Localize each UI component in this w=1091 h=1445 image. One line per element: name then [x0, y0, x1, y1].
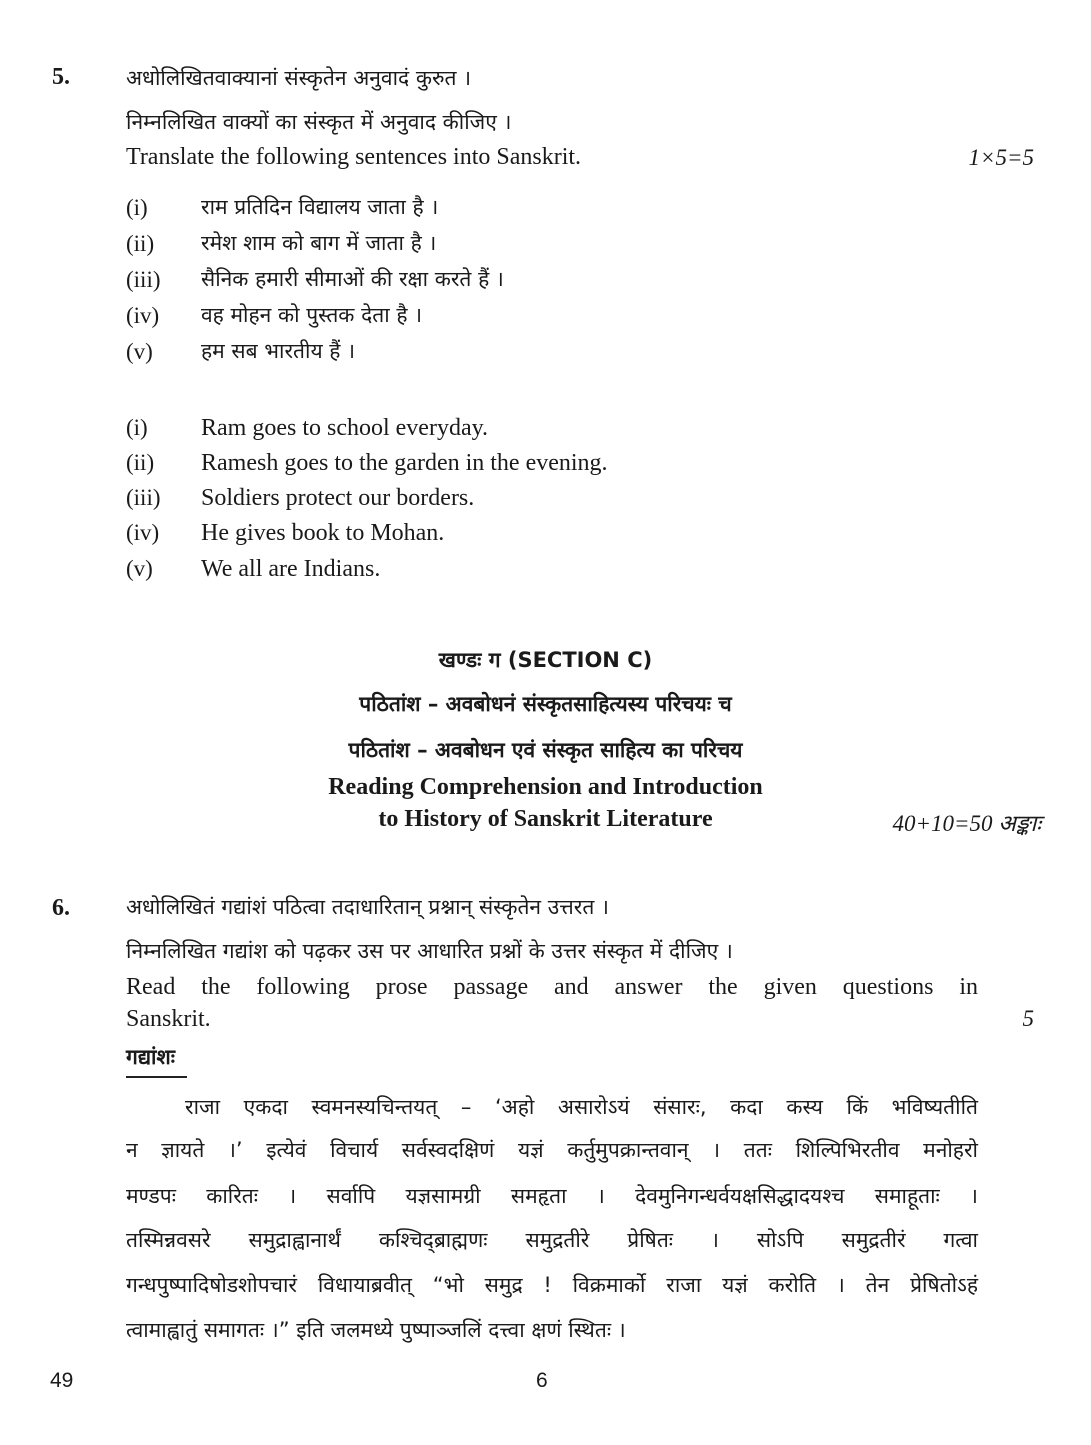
- section-title-english-1: Reading Comprehension and Introduction: [328, 774, 763, 800]
- q6-instruction-english-2: Sanskrit.: [126, 1006, 211, 1032]
- q5-instruction-hindi: निम्नलिखित वाक्यों का संस्कृत में अनुवाद कीजिए ।: [126, 110, 512, 134]
- question-number-5: 5.: [52, 64, 70, 90]
- passage-line: तस्मिन्नवसरे समुद्राह्वानार्थं कश्चिद्ब्राह्मणः समुद्रतीरे प्रेषितः । सोऽपि समुद्रतीरं गत्वा: [126, 1228, 978, 1252]
- passage-label: गद्यांशः: [126, 1045, 176, 1069]
- q6-instruction-english-1: Read the following prose passage and answer the given questions in: [126, 974, 978, 1000]
- q6-instruction-hindi: निम्नलिखित गद्यांश को पढ़कर उस पर आधारित प्रश्नों के उत्तर संस्कृत में दीजिए ।: [126, 939, 733, 963]
- q5-marks: 1×5=5: [968, 145, 1034, 170]
- passage-line: न ज्ञायते ।’ इत्येवं विचार्य सर्वस्वदक्षिणं यज्ञं कर्तुमुपक्रान्तवान् । ततः शिल्पिभिरतीव मनोहरो: [126, 1138, 978, 1162]
- q5-instruction-sanskrit: अधोलिखितवाक्यानां संस्कृतेन अनुवादं कुरुत ।: [126, 66, 472, 90]
- q6-instruction-sanskrit: अधोलिखितं गद्यांशं पठित्वा तदाधारितान् प्रश्नान् संस्कृतेन उत्तरत ।: [126, 895, 609, 919]
- passage-line: त्वामाह्वातुं समागतः ।” इति जलमध्ये पुष्पाञ्जलिं दत्त्वा क्षणं स्थितः ।: [126, 1318, 626, 1342]
- section-title-english-2: to History of Sanskrit Literature: [378, 806, 713, 832]
- section-title-hindi: पठितांश – अवबोधन एवं संस्कृत साहित्य का परिचय: [348, 738, 743, 762]
- passage-line: मण्डपः कारितः । सर्वापि यज्ञसामग्री समहृता । देवमुनिगन्धर्वयक्षसिद्धादयश्च समाहूताः ।: [126, 1184, 978, 1208]
- question-number-6: 6.: [52, 895, 70, 921]
- passage-label-underline: [126, 1076, 187, 1078]
- page-number: 6: [536, 1369, 548, 1392]
- paper-code: 49: [50, 1369, 74, 1392]
- passage-line: गन्धपुष्पादिषोडशोपचारं विधायाब्रवीत् “भो समुद्र ! विक्रमार्को राजा यज्ञं करोति । तेन प्रेषितोऽहं: [126, 1273, 978, 1297]
- q5-instruction-english: Translate the following sentences into Sanskrit.: [126, 144, 582, 170]
- section-title-sanskrit: पठितांश – अवबोधनं संस्कृतसाहित्यस्य परिचयः च: [359, 692, 732, 716]
- section-heading: खण्डः ग (SECTION C): [438, 648, 653, 672]
- passage-line: राजा एकदा स्वमनस्यचिन्तयत् – ‘अहो असारोऽयं संसारः, कदा कस्य किं भविष्यतीति: [185, 1095, 978, 1119]
- section-marks: 40+10=50 अङ्काः: [892, 811, 1041, 836]
- q6-marks: 5: [1022, 1006, 1034, 1031]
